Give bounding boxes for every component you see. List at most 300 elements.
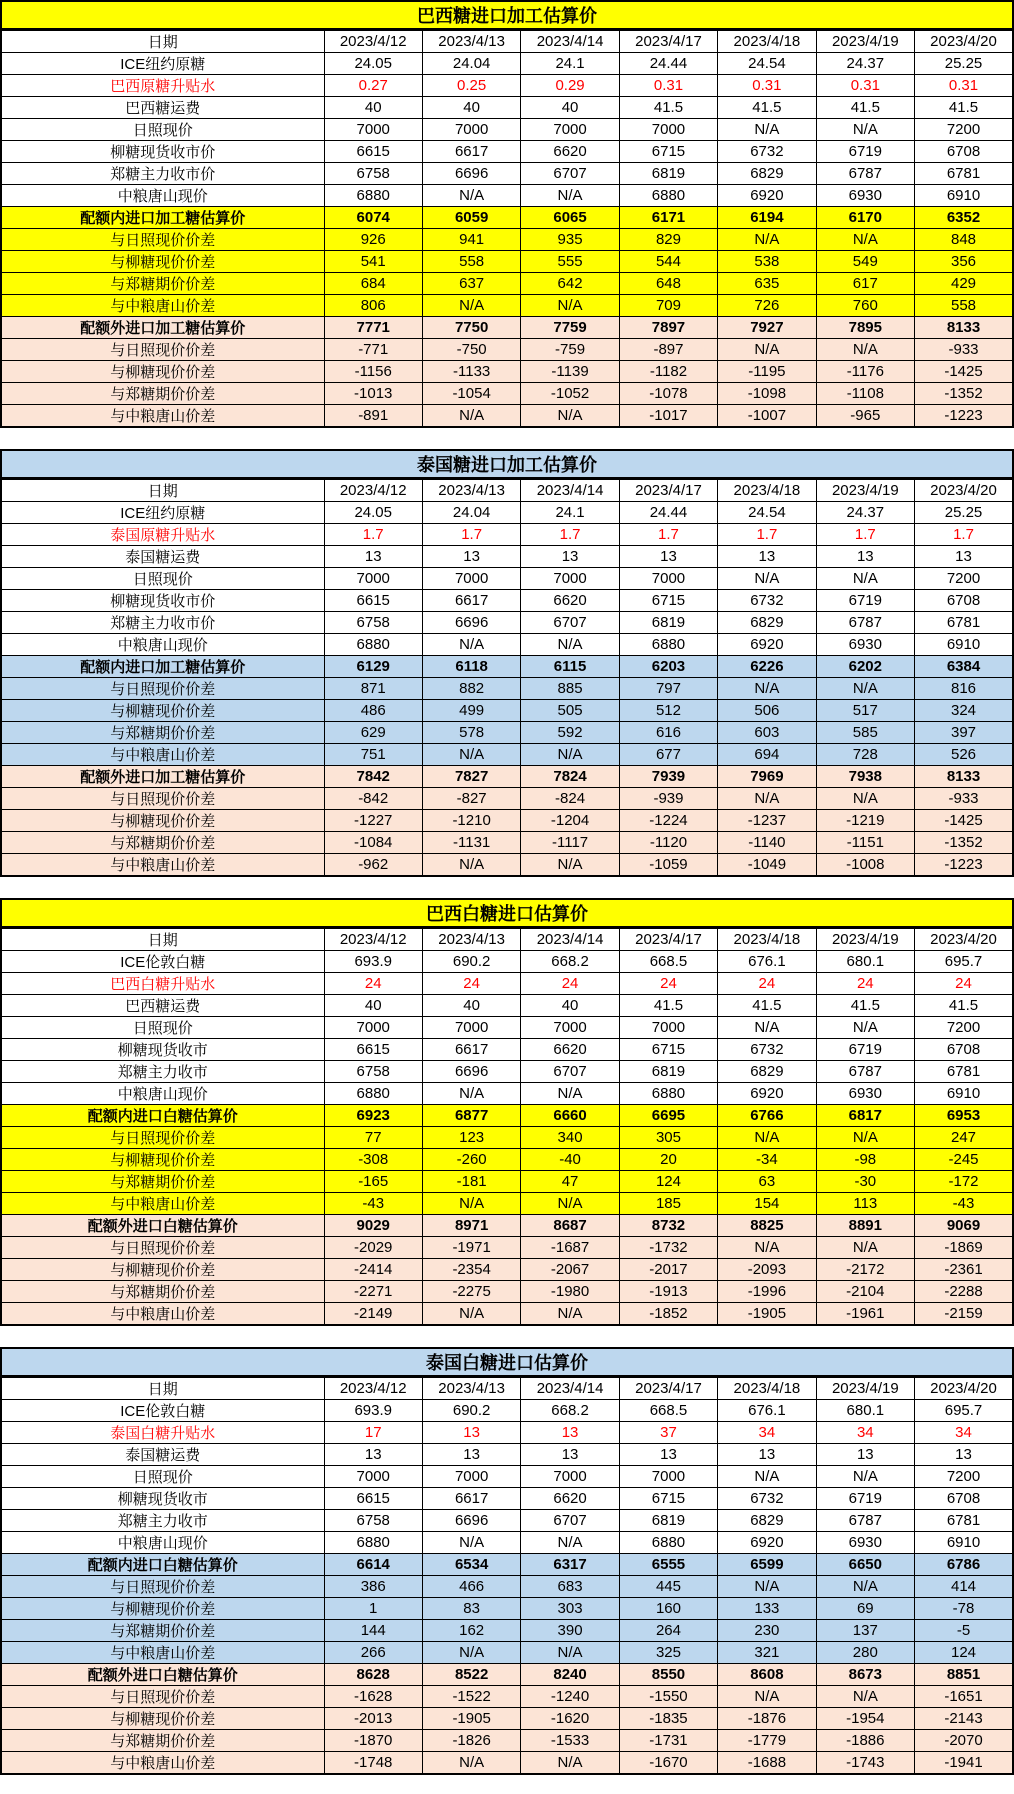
- cell-value: 578: [422, 722, 520, 744]
- table-row: [1, 1708, 1013, 1730]
- cell-value: 486: [324, 700, 422, 722]
- cell-value: 137: [816, 1620, 914, 1642]
- cell-value: N/A: [816, 1237, 914, 1259]
- cell-value: 24: [619, 973, 717, 995]
- table-row: [1, 383, 1013, 405]
- cell-value: 8825: [718, 1215, 816, 1237]
- row-label: 与中粮唐山价差: [1, 1303, 324, 1326]
- cell-value: 6617: [422, 590, 520, 612]
- cell-value: N/A: [816, 119, 914, 141]
- row-label: 与郑糖期价价差: [1, 1171, 324, 1193]
- cell-value: N/A: [718, 1576, 816, 1598]
- cell-value: 8673: [816, 1664, 914, 1686]
- cell-value: -1108: [816, 383, 914, 405]
- date-header-cell: 2023/4/18: [718, 928, 816, 951]
- cell-value: 7824: [521, 766, 619, 788]
- cell-value: 7200: [915, 1017, 1013, 1039]
- cell-value: 6819: [619, 1510, 717, 1532]
- row-label: 配额内进口加工糖估算价: [1, 656, 324, 678]
- row-label: 与郑糖期价价差: [1, 273, 324, 295]
- cell-value: 6910: [915, 185, 1013, 207]
- cell-value: 24.04: [422, 502, 520, 524]
- cell-value: 83: [422, 1598, 520, 1620]
- cell-value: 7000: [324, 1466, 422, 1488]
- table-row: [1, 273, 1013, 295]
- cell-value: 506: [718, 700, 816, 722]
- cell-value: 871: [324, 678, 422, 700]
- cell-value: 340: [521, 1127, 619, 1149]
- cell-value: 676.1: [718, 1400, 816, 1422]
- cell-value: 20: [619, 1149, 717, 1171]
- date-header-cell: 2023/4/18: [718, 30, 816, 53]
- cell-value: -891: [324, 405, 422, 428]
- cell-value: 41.5: [619, 995, 717, 1017]
- cell-value: 6920: [718, 1083, 816, 1105]
- row-label: 配额内进口白糖估算价: [1, 1554, 324, 1576]
- cell-value: 541: [324, 251, 422, 273]
- row-label: 与郑糖期价价差: [1, 832, 324, 854]
- cell-value: 6617: [422, 1039, 520, 1061]
- date-header-cell: 2023/4/14: [521, 928, 619, 951]
- date-header-cell: 2023/4/17: [619, 479, 717, 502]
- row-label: 日照现价: [1, 1017, 324, 1039]
- cell-value: -1651: [915, 1686, 1013, 1708]
- cell-value: -1550: [619, 1686, 717, 1708]
- cell-value: -1876: [718, 1708, 816, 1730]
- date-header-cell: 2023/4/19: [816, 928, 914, 951]
- cell-value: 390: [521, 1620, 619, 1642]
- cell-value: -1131: [422, 832, 520, 854]
- cell-value: -1210: [422, 810, 520, 832]
- cell-value: 305: [619, 1127, 717, 1149]
- cell-value: -2172: [816, 1259, 914, 1281]
- cell-value: -2067: [521, 1259, 619, 1281]
- cell-value: 8971: [422, 1215, 520, 1237]
- cell-value: N/A: [521, 295, 619, 317]
- cell-value: 6170: [816, 207, 914, 229]
- row-label: 郑糖主力收市: [1, 1061, 324, 1083]
- cell-value: -43: [915, 1193, 1013, 1215]
- cell-value: 24.05: [324, 53, 422, 75]
- date-header-cell: 2023/4/12: [324, 30, 422, 53]
- table-row: [1, 1061, 1013, 1083]
- cell-value: 585: [816, 722, 914, 744]
- cell-value: 24.1: [521, 53, 619, 75]
- cell-value: 635: [718, 273, 816, 295]
- cell-value: 6695: [619, 1105, 717, 1127]
- cell-value: 6920: [718, 634, 816, 656]
- table-row: [1, 810, 1013, 832]
- row-label: 日照现价: [1, 119, 324, 141]
- cell-value: N/A: [718, 229, 816, 251]
- date-header-cell: 2023/4/17: [619, 928, 717, 951]
- cell-value: 24: [718, 973, 816, 995]
- cell-value: -750: [422, 339, 520, 361]
- cell-value: -5: [915, 1620, 1013, 1642]
- cell-value: 6696: [422, 1510, 520, 1532]
- cell-value: -1743: [816, 1752, 914, 1775]
- cell-value: 25.25: [915, 53, 1013, 75]
- cell-value: 133: [718, 1598, 816, 1620]
- cell-value: 6880: [619, 1532, 717, 1554]
- cell-value: -1352: [915, 383, 1013, 405]
- cell-value: 325: [619, 1642, 717, 1664]
- cell-value: 6708: [915, 1488, 1013, 1510]
- table-row: [1, 75, 1013, 97]
- row-label: 与中粮唐山价差: [1, 1752, 324, 1775]
- row-label: 配额外进口加工糖估算价: [1, 317, 324, 339]
- cell-value: 7771: [324, 317, 422, 339]
- cell-value: 797: [619, 678, 717, 700]
- cell-value: 6787: [816, 612, 914, 634]
- date-header-cell: 2023/4/14: [521, 479, 619, 502]
- cell-value: 816: [915, 678, 1013, 700]
- cell-value: 6910: [915, 1083, 1013, 1105]
- cell-value: 24.44: [619, 502, 717, 524]
- cell-value: -1913: [619, 1281, 717, 1303]
- cell-value: N/A: [521, 634, 619, 656]
- table-row: [1, 229, 1013, 251]
- table-row: [1, 973, 1013, 995]
- table-row: [1, 361, 1013, 383]
- row-label: 中粮唐山现价: [1, 185, 324, 207]
- cell-value: N/A: [718, 1017, 816, 1039]
- cell-value: 47: [521, 1171, 619, 1193]
- cell-value: 558: [915, 295, 1013, 317]
- cell-value: 13: [324, 1444, 422, 1466]
- date-header-cell: 2023/4/17: [619, 30, 717, 53]
- cell-value: 466: [422, 1576, 520, 1598]
- date-header-cell: 2023/4/19: [816, 1377, 914, 1400]
- cell-value: -1204: [521, 810, 619, 832]
- cell-value: 414: [915, 1576, 1013, 1598]
- price-table-1: [0, 0, 1014, 428]
- cell-value: 7000: [521, 119, 619, 141]
- row-label: 与中粮唐山价差: [1, 854, 324, 877]
- table-title: 巴西糖进口加工估算价: [1, 1, 1013, 30]
- cell-value: 7759: [521, 317, 619, 339]
- cell-value: -2149: [324, 1303, 422, 1326]
- cell-value: 6880: [324, 1532, 422, 1554]
- table-row: [1, 339, 1013, 361]
- cell-value: 41.5: [915, 97, 1013, 119]
- cell-value: -1151: [816, 832, 914, 854]
- table-row: [1, 251, 1013, 273]
- row-label: 与柳糖现价价差: [1, 700, 324, 722]
- cell-value: 6880: [324, 634, 422, 656]
- cell-value: -1886: [816, 1730, 914, 1752]
- cell-value: 6719: [816, 141, 914, 163]
- cell-value: 24.54: [718, 53, 816, 75]
- cell-value: 848: [915, 229, 1013, 251]
- cell-value: 7969: [718, 766, 816, 788]
- cell-value: 6819: [619, 163, 717, 185]
- table-row: [1, 1303, 1013, 1326]
- cell-value: -1731: [619, 1730, 717, 1752]
- cell-value: -1240: [521, 1686, 619, 1708]
- cell-value: N/A: [816, 1466, 914, 1488]
- cell-value: -1870: [324, 1730, 422, 1752]
- cell-value: -1120: [619, 832, 717, 854]
- table-row: [1, 295, 1013, 317]
- cell-value: -1852: [619, 1303, 717, 1326]
- cell-value: 6829: [718, 612, 816, 634]
- cell-value: 6707: [521, 1510, 619, 1532]
- cell-value: 648: [619, 273, 717, 295]
- cell-value: 266: [324, 1642, 422, 1664]
- cell-value: 303: [521, 1598, 619, 1620]
- cell-value: 6930: [816, 1083, 914, 1105]
- cell-value: 7200: [915, 568, 1013, 590]
- cell-value: 6910: [915, 634, 1013, 656]
- cell-value: 13: [521, 546, 619, 568]
- cell-value: -1835: [619, 1708, 717, 1730]
- cell-value: 6194: [718, 207, 816, 229]
- cell-value: -40: [521, 1149, 619, 1171]
- cell-value: 7000: [422, 119, 520, 141]
- cell-value: 24: [816, 973, 914, 995]
- cell-value: 6118: [422, 656, 520, 678]
- table-row: [1, 1664, 1013, 1686]
- table-row: [1, 317, 1013, 339]
- cell-value: 505: [521, 700, 619, 722]
- cell-value: 882: [422, 678, 520, 700]
- cell-value: 13: [718, 1444, 816, 1466]
- cell-value: 6781: [915, 612, 1013, 634]
- row-label: 与中粮唐山价差: [1, 744, 324, 766]
- cell-value: 6708: [915, 141, 1013, 163]
- cell-value: -1176: [816, 361, 914, 383]
- cell-value: 7000: [521, 1466, 619, 1488]
- cell-value: -1133: [422, 361, 520, 383]
- cell-value: 7000: [521, 1017, 619, 1039]
- cell-value: 668.2: [521, 951, 619, 973]
- row-label: ICE纽约原糖: [1, 502, 324, 524]
- cell-value: 726: [718, 295, 816, 317]
- cell-value: 6534: [422, 1554, 520, 1576]
- cell-value: 8891: [816, 1215, 914, 1237]
- table-row: [1, 1686, 1013, 1708]
- row-label: 郑糖主力收市价: [1, 163, 324, 185]
- row-label: 与日照现价价差: [1, 1576, 324, 1598]
- cell-value: 6065: [521, 207, 619, 229]
- cell-value: 694: [718, 744, 816, 766]
- row-label: 与中粮唐山价差: [1, 1642, 324, 1664]
- cell-value: 356: [915, 251, 1013, 273]
- cell-value: 6202: [816, 656, 914, 678]
- cell-value: 6620: [521, 1039, 619, 1061]
- cell-value: 6758: [324, 163, 422, 185]
- cell-value: 677: [619, 744, 717, 766]
- cell-value: 693.9: [324, 951, 422, 973]
- row-label: 与郑糖期价价差: [1, 1620, 324, 1642]
- cell-value: 6920: [718, 1532, 816, 1554]
- row-label: 配额外进口白糖估算价: [1, 1215, 324, 1237]
- cell-value: -2013: [324, 1708, 422, 1730]
- table-row: [1, 1642, 1013, 1664]
- table-row: [1, 1598, 1013, 1620]
- cell-value: 124: [915, 1642, 1013, 1664]
- cell-value: 1: [324, 1598, 422, 1620]
- row-label: 巴西糖运费: [1, 97, 324, 119]
- cell-value: 7000: [619, 1466, 717, 1488]
- cell-value: 7000: [324, 119, 422, 141]
- row-label: 与柳糖现价价差: [1, 361, 324, 383]
- cell-value: N/A: [422, 185, 520, 207]
- cell-value: -1224: [619, 810, 717, 832]
- table-row: [1, 590, 1013, 612]
- cell-value: -1961: [816, 1303, 914, 1326]
- table-row: [1, 788, 1013, 810]
- row-label: 与郑糖期价价差: [1, 722, 324, 744]
- table-row: [1, 207, 1013, 229]
- table-row: [1, 524, 1013, 546]
- cell-value: 6384: [915, 656, 1013, 678]
- cell-value: 6696: [422, 612, 520, 634]
- cell-value: 6317: [521, 1554, 619, 1576]
- cell-value: N/A: [521, 1083, 619, 1105]
- cell-value: -2070: [915, 1730, 1013, 1752]
- cell-value: 6660: [521, 1105, 619, 1127]
- row-label: 柳糖现货收市价: [1, 590, 324, 612]
- cell-value: 7200: [915, 119, 1013, 141]
- cell-value: 24.37: [816, 53, 914, 75]
- table-row: [1, 546, 1013, 568]
- cell-value: 41.5: [718, 97, 816, 119]
- cell-value: -2275: [422, 1281, 520, 1303]
- date-header-cell: 2023/4/19: [816, 30, 914, 53]
- cell-value: -2288: [915, 1281, 1013, 1303]
- cell-value: 6707: [521, 612, 619, 634]
- cell-value: 24: [521, 973, 619, 995]
- cell-value: -1008: [816, 854, 914, 877]
- cell-value: 1.7: [619, 524, 717, 546]
- cell-value: N/A: [718, 1466, 816, 1488]
- table-row: [1, 1171, 1013, 1193]
- cell-value: 499: [422, 700, 520, 722]
- cell-value: 6781: [915, 163, 1013, 185]
- table-row: [1, 1127, 1013, 1149]
- cell-value: 0.31: [816, 75, 914, 97]
- cell-value: 6614: [324, 1554, 422, 1576]
- cell-value: 6615: [324, 1039, 422, 1061]
- table-row: [1, 766, 1013, 788]
- date-header-cell: 2023/4/20: [915, 479, 1013, 502]
- cell-value: 8522: [422, 1664, 520, 1686]
- cell-value: 34: [915, 1422, 1013, 1444]
- cell-value: 6766: [718, 1105, 816, 1127]
- cell-value: -933: [915, 339, 1013, 361]
- cell-value: 941: [422, 229, 520, 251]
- cell-value: 40: [422, 995, 520, 1017]
- row-label: 配额外进口加工糖估算价: [1, 766, 324, 788]
- row-label: 与柳糖现价价差: [1, 810, 324, 832]
- cell-value: 445: [619, 1576, 717, 1598]
- cell-value: 629: [324, 722, 422, 744]
- row-label: 中粮唐山现价: [1, 1083, 324, 1105]
- cell-value: 6732: [718, 590, 816, 612]
- cell-value: 7000: [422, 1017, 520, 1039]
- table-title: 巴西白糖进口估算价: [1, 899, 1013, 928]
- cell-value: N/A: [521, 854, 619, 877]
- cell-value: 7000: [324, 568, 422, 590]
- table-row: [1, 185, 1013, 207]
- cell-value: -2159: [915, 1303, 1013, 1326]
- cell-value: 6910: [915, 1532, 1013, 1554]
- cell-value: -165: [324, 1171, 422, 1193]
- cell-value: 41.5: [816, 995, 914, 1017]
- cell-value: -260: [422, 1149, 520, 1171]
- cell-value: 6829: [718, 163, 816, 185]
- cell-value: N/A: [718, 1686, 816, 1708]
- cell-value: -1869: [915, 1237, 1013, 1259]
- cell-value: 162: [422, 1620, 520, 1642]
- cell-value: 386: [324, 1576, 422, 1598]
- cell-value: -1078: [619, 383, 717, 405]
- cell-value: 13: [915, 546, 1013, 568]
- cell-value: 6880: [619, 1083, 717, 1105]
- cell-value: 6715: [619, 1488, 717, 1510]
- cell-value: 7000: [422, 568, 520, 590]
- cell-value: 6930: [816, 1532, 914, 1554]
- cell-value: 935: [521, 229, 619, 251]
- table-row: [1, 634, 1013, 656]
- cell-value: N/A: [422, 1303, 520, 1326]
- cell-value: 6555: [619, 1554, 717, 1576]
- price-table-2: [0, 449, 1014, 877]
- cell-value: N/A: [521, 1303, 619, 1326]
- row-label: 泰国糖运费: [1, 1444, 324, 1466]
- date-header-cell: 2023/4/14: [521, 30, 619, 53]
- cell-value: 1.7: [422, 524, 520, 546]
- cell-value: 6059: [422, 207, 520, 229]
- cell-value: 6171: [619, 207, 717, 229]
- date-header-label: 日期: [1, 928, 324, 951]
- cell-value: 154: [718, 1193, 816, 1215]
- cell-value: 40: [324, 995, 422, 1017]
- cell-value: 680.1: [816, 951, 914, 973]
- cell-value: 549: [816, 251, 914, 273]
- date-header-cell: 2023/4/20: [915, 928, 1013, 951]
- cell-value: 7827: [422, 766, 520, 788]
- cell-value: 6617: [422, 141, 520, 163]
- cell-value: 8608: [718, 1664, 816, 1686]
- cell-value: 40: [324, 97, 422, 119]
- date-header-label: 日期: [1, 1377, 324, 1400]
- cell-value: 517: [816, 700, 914, 722]
- date-header-cell: 2023/4/14: [521, 1377, 619, 1400]
- cell-value: -1013: [324, 383, 422, 405]
- cell-value: -2017: [619, 1259, 717, 1281]
- cell-value: 668.5: [619, 1400, 717, 1422]
- cell-value: -1996: [718, 1281, 816, 1303]
- cell-value: -824: [521, 788, 619, 810]
- cell-value: 123: [422, 1127, 520, 1149]
- cell-value: N/A: [816, 1127, 914, 1149]
- cell-value: 0.31: [718, 75, 816, 97]
- row-label: 与日照现价价差: [1, 1686, 324, 1708]
- cell-value: -78: [915, 1598, 1013, 1620]
- row-label: 与日照现价价差: [1, 678, 324, 700]
- cell-value: -897: [619, 339, 717, 361]
- row-label: 与中粮唐山价差: [1, 405, 324, 428]
- cell-value: 695.7: [915, 951, 1013, 973]
- cell-value: 6715: [619, 1039, 717, 1061]
- row-label: 柳糖现货收市: [1, 1488, 324, 1510]
- cell-value: -1670: [619, 1752, 717, 1775]
- cell-value: 6719: [816, 1039, 914, 1061]
- row-label: 配额内进口白糖估算价: [1, 1105, 324, 1127]
